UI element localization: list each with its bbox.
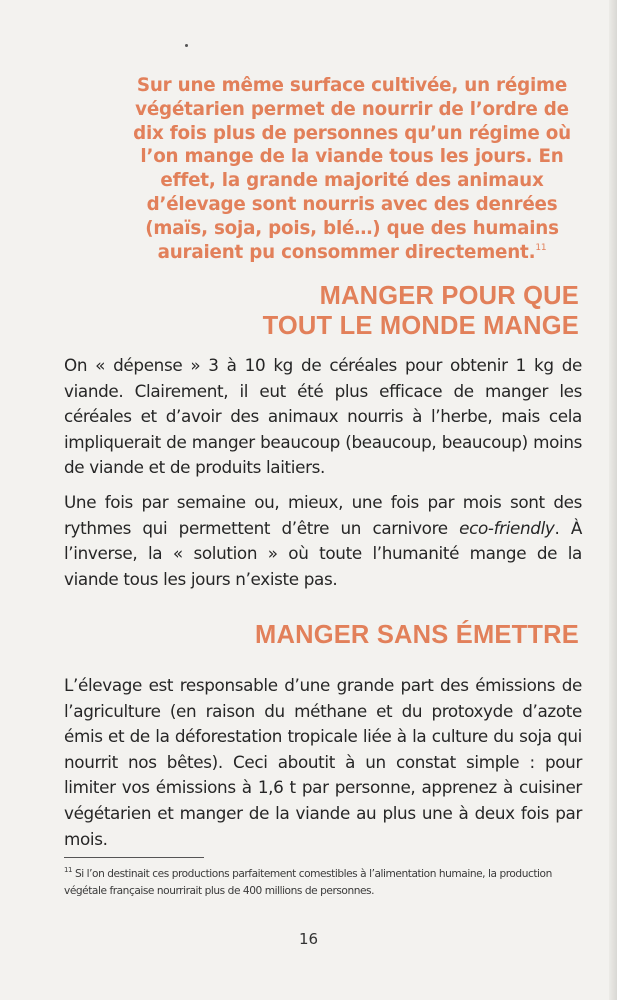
paragraph-eco-friendly — [64, 490, 582, 592]
section-heading-manger-sans-emettre: MANGER SANS ÉMETTRE — [255, 621, 579, 649]
intro-text: Sur une même surface cultivée, un régime végétarien permet de nourrir de l’ordre de dix fois plus de personnes qu’un régime où l’on mange de la viande tous les jours. En effet, la grande majorité des animaux d’élevage sont nourris avec des denrées (maïs, soja, pois, blé…) que des humains auraient pu consommer directement. — [133, 75, 571, 263]
paragraph-eco-friendly-start: Une fois par semaine ou, mieux, une fois par mois sont des rythmes qui permettent d’être un carnivore — [64, 492, 582, 538]
intro-footnote-ref: 11 — [535, 242, 547, 253]
section-heading-manger-pour-que — [263, 281, 579, 341]
footnote — [64, 866, 582, 900]
heading-line-2: TOUT LE MONDE MANGE — [262, 312, 579, 340]
page-number: 16 — [298, 930, 319, 948]
footnote-divider — [64, 857, 204, 858]
paragraph-eco-friendly-end: . À l’inverse, la « solution » où toute l’humanité mange de la viande tous les jours n’existe pas. — [64, 517, 582, 589]
intro-pull-quote — [118, 74, 586, 264]
footnote-text: Si l’on destinait ces productions parfaitement comestibles à l’alimentation humaine, la production végétale française nourrirait plus de 400 millions de personnes. — [64, 868, 552, 897]
paragraph-elevage: L’élevage est responsable d’une grande part des émissions de l’agriculture (en raison du méthane et du protoxyde d’azote émis et de la déforestation tropicale liée à la culture du soja qui nourrit nos bêtes). Ceci aboutit à un constat simple : pour limiter vos émissions à 1,6 t par personne, apprenez à cuisiner végétarien et manger de la viande au plus une à deux fois par mois. — [64, 675, 582, 849]
eco-friendly-emphasis: eco-friendly — [459, 517, 555, 538]
paragraph-cereales: On « dépense » 3 à 10 kg de céréales pour obtenir 1 kg de viande. Clairement, il eut été plus efficace de manger les céréales et d’avoir des animaux nourris à l’herbe, mais cela impliquerait de manger beaucoup (beaucoup, beaucoup) moins de viande et de produits laitiers. — [64, 355, 582, 478]
footnote-number: 11 — [64, 866, 73, 874]
heading-line-1: MANGER POUR QUE — [319, 282, 579, 310]
paper-speck — [185, 44, 188, 47]
page-edge — [609, 0, 617, 1000]
